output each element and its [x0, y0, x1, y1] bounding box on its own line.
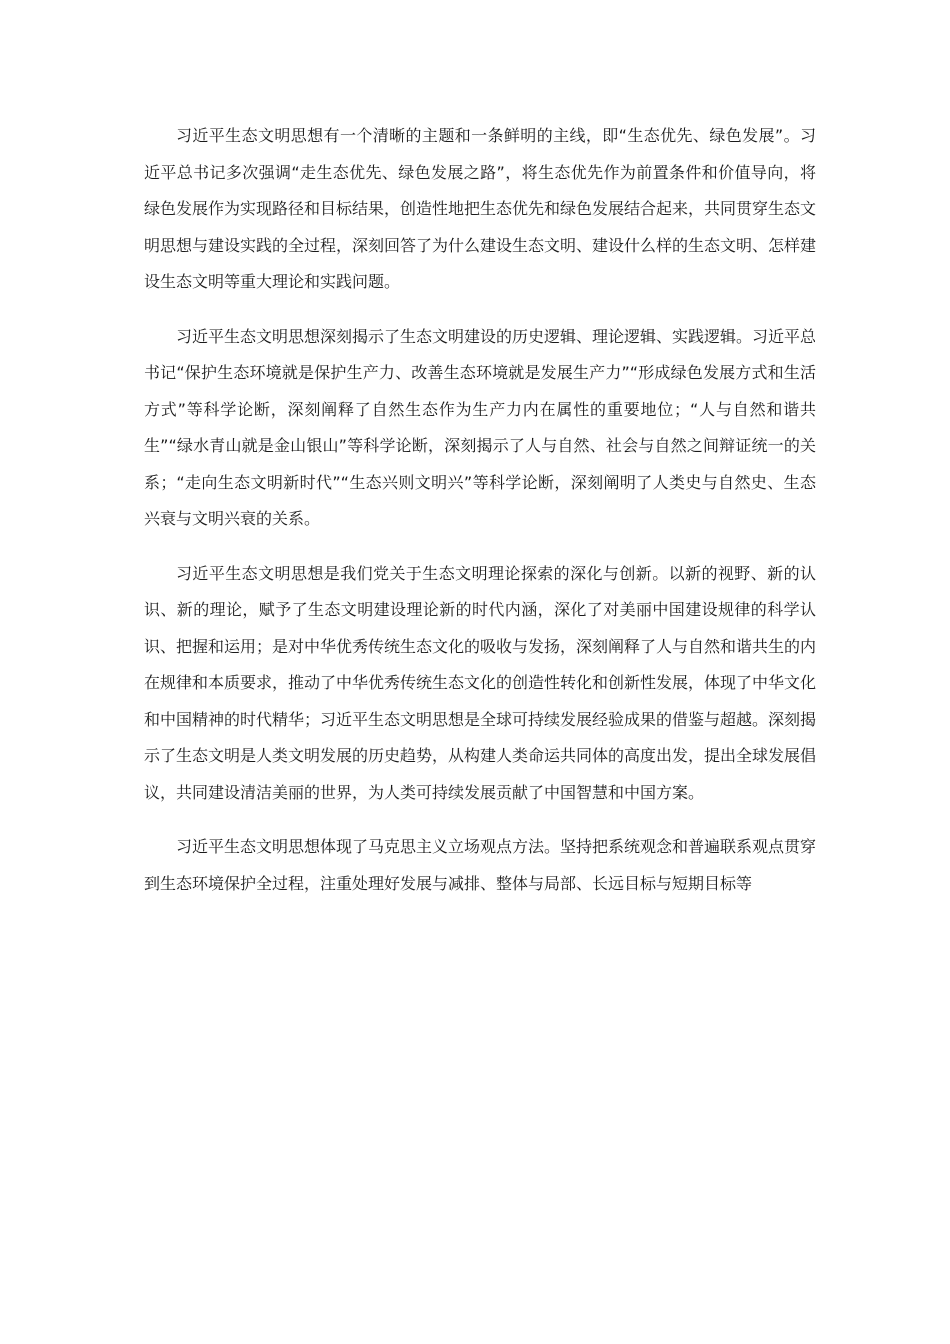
paragraph-3: 习近平生态文明思想是我们党关于生态文明理论探索的深化与创新。以新的视野、新的认识、新的理论，赋予了生态文明建设理论新的时代内涵，深化了对美丽中国建设规律的科学认识、把握和运用；是对中华优秀传统生态文化的吸收与发扬，深刻阐释了人与自然和谐共生的内在规律和本质要求，推动了中华优秀传统生态文化的创造性转化和创新性发展，体现了中华文化和中国精神的时代精华；习近平生态文明思想是全球可持续发展经验成果的借鉴与超越。深刻揭示了生态文明是人类文明发展的历史趋势，从构建人类命运共同体的高度出发，提出全球发展倡议，共同建设清洁美丽的世界，为人类可持续发展贡献了中国智慧和中国方案。 [144, 563, 817, 802]
paragraph-2: 习近平生态文明思想深刻揭示了生态文明建设的历史逻辑、理论逻辑、实践逻辑。习近平总书记“保护生态环境就是保护生产力、改善生态环境就是发展生产力”“形成绿色发展方式和生活方式”等科学论断，深刻阐释了自然生态作为生产力内在属性的重要地位；“人与自然和谐共生”“绿水青山就是金山银山”等科学论断，深刻揭示了人与自然、社会与自然之间辩证统一的关系；“走向生态文明新时代”“生态兴则文明兴”等科学论断，深刻阐明了人类史与自然史、生态兴衰与文明兴衰的关系。 [144, 326, 817, 528]
paragraph-1: 习近平生态文明思想有一个清晰的主题和一条鲜明的主线，即“生态优先、绿色发展”。习近平总书记多次强调“走生态优先、绿色发展之路”，将生态优先作为前置条件和价值导向，将绿色发展作为实现路径和目标结果，创造性地把生态优先和绿色发展结合起来，共同贯穿生态文明思想与建设实践的全过程，深刻回答了为什么建设生态文明、建设什么样的生态文明、怎样建设生态文明等重大理论和实践问题。 [144, 126, 817, 291]
document-body [144, 118, 816, 920]
paragraph-4: 习近平生态文明思想体现了马克思主义立场观点方法。坚持把系统观念和普遍联系观点贯穿到生态环境保护全过程，注重处理好发展与减排、整体与局部、长远目标与短期目标等 [144, 837, 817, 893]
